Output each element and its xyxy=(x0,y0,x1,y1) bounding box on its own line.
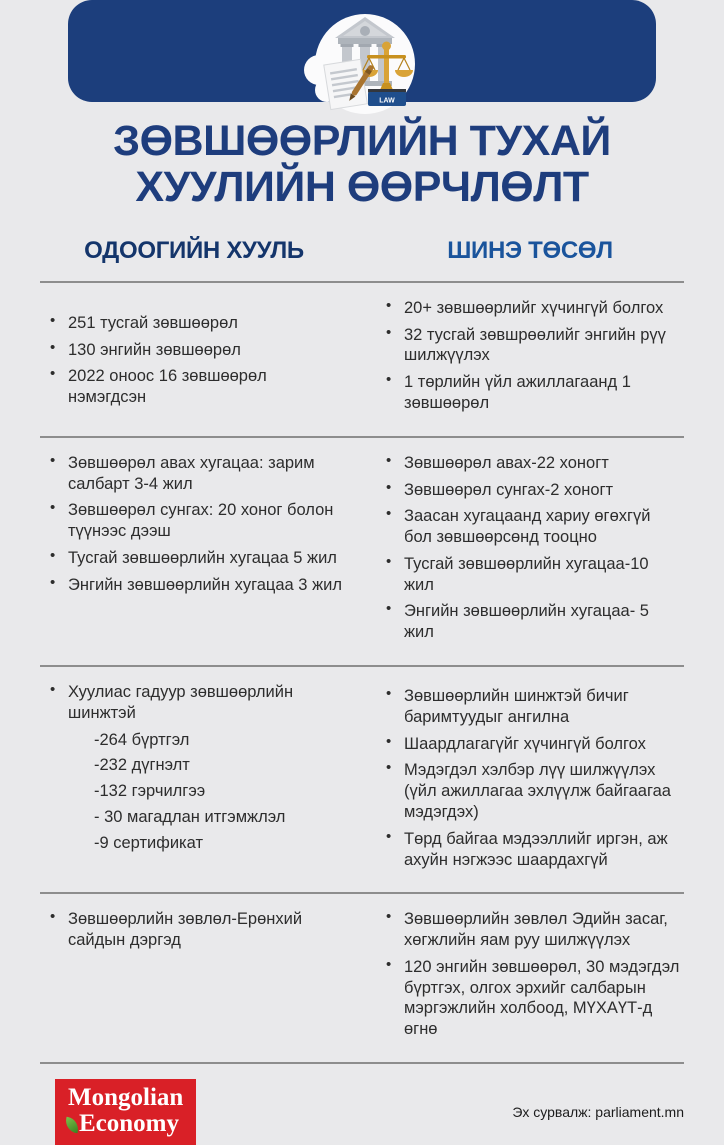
law-book-icon xyxy=(368,89,406,106)
bullet-item: • Тусгай зөвшөөрлийн хугацаа 5 жил xyxy=(44,548,344,569)
bullet-item: • 32 тусгай зөвшрөөлийг энгийн рүү шилжүүлэх xyxy=(380,325,680,367)
row1-new-draft-cell xyxy=(376,283,684,436)
bullet-item: • Зөвшөөрлийн шинжтэй бичиг баримтуудыг ангилна xyxy=(380,686,680,728)
bullet-item: • Энгийн зөвшөөрлийн хугацаа- 5 жил xyxy=(380,601,680,643)
row4-new-draft-cell xyxy=(376,894,684,1062)
bullet-item: • 2022 оноос 16 зөвшөөрөл нэмэгдсэн xyxy=(44,366,344,408)
logo-line1: Mongolian xyxy=(68,1083,184,1111)
bullet-item: • Мэдэгдэл хэлбэр лүү шилжүүлэх (үйл ажиллагаа эхлүүлж байгаагаа мэдэгдэх) xyxy=(380,760,680,822)
law-justice-icon-svg xyxy=(297,6,427,118)
header-panel xyxy=(68,0,656,105)
footer xyxy=(40,1079,684,1145)
bullet-item: • Төрд байгаа мэдээллийг иргэн, аж ахуйн нэгжээс шаардахгүй xyxy=(380,829,680,871)
bullet-item: • Заасан хугацаанд хариу өгөхгүй бол зөвшөөрсөнд тооцно xyxy=(380,506,680,548)
row3-new-draft-cell xyxy=(376,667,684,892)
bullet-list xyxy=(380,298,680,414)
bullet-item: • 251 тусгай зөвшөөрөл xyxy=(44,313,344,334)
leaf-icon xyxy=(64,1117,81,1134)
bullet-item: • Энгийн зөвшөөрлийн хугацаа 3 жил xyxy=(44,575,344,596)
bullet-item: • Зөвшөөрлийн зөвлөл-Ерөнхий сайдын дэргэд xyxy=(44,909,344,951)
sub-item: - 30 магадлан итгэмжлэл xyxy=(94,807,286,826)
bullet-item: • Шаардлагагүйг хүчингүй болгох xyxy=(380,734,680,755)
bullet-list xyxy=(380,909,680,1040)
row2-new-draft-cell xyxy=(376,438,684,665)
sub-item: -232 дүгнэлт xyxy=(94,756,190,775)
column-header-current-law: ОДООГИЙН ХУУЛЬ xyxy=(84,236,304,264)
column-header-new-draft: ШИНЭ ТӨСӨЛ xyxy=(447,236,613,264)
bullet-list xyxy=(380,453,680,643)
bullet-item: • 1 төрлийн үйл ажиллагаанд 1 зөвшөөрөл xyxy=(380,372,680,414)
table-row xyxy=(40,667,684,894)
bullet-item: • Зөвшөөрлийн зөвлөл Эдийн засаг, хөгжлийн яам руу шилжүүлэх xyxy=(380,909,680,951)
column-headers xyxy=(40,237,684,283)
table-row xyxy=(40,283,684,438)
bullet-item: • Зөвшөөрөл авах-22 хоногт xyxy=(380,453,680,474)
svg-text:LAW: LAW xyxy=(379,97,395,105)
bullet-item: • Тусгай зөвшөөрлийн хугацаа-10 жил xyxy=(380,554,680,596)
table-row xyxy=(40,438,684,667)
sub-item: -132 гэрчилгээ xyxy=(94,782,206,801)
bullet-list xyxy=(44,453,344,596)
bullet-item: • 130 энгийн зөвшөөрөл xyxy=(44,340,344,361)
bullet-item: • 120 энгийн зөвшөөрөл, 30 мэдэгдэл бүртгэх, олгох эрхийг салбарын мэргэжлийн холбоод, МҮХАҮТ-д өгнө xyxy=(380,957,680,1040)
bullet-list xyxy=(44,313,344,408)
row4-current-law-cell xyxy=(40,894,348,1062)
law-justice-icon xyxy=(297,6,427,118)
row2-current-law-cell xyxy=(40,438,348,665)
bullet-item: • Зөвшөөрөл авах хугацаа: зарим салбарт 3-4 жил xyxy=(44,453,344,495)
sub-item: -264 бүртгэл xyxy=(94,730,190,749)
logo-line2-wrap xyxy=(68,1111,183,1137)
logo-line2: Economy xyxy=(79,1110,179,1138)
bullet-item: • 20+ зөвшөөрлийг хүчингүй болгох xyxy=(380,298,680,319)
bullet-list xyxy=(380,686,680,870)
source-credit: Эх сурвалж: parliament.mn xyxy=(512,1104,684,1121)
sub-item: -9 сертификат xyxy=(94,833,204,852)
page-title-line1: ЗӨВШӨӨРЛИЙН ТУХАЙ xyxy=(113,117,611,165)
comparison-table xyxy=(40,283,684,1064)
page-title xyxy=(0,118,724,211)
table-row xyxy=(40,894,684,1064)
bullet-list xyxy=(44,909,344,951)
row3-current-law-cell xyxy=(40,667,348,892)
row1-current-law-cell xyxy=(40,283,348,436)
bullet-item: • Хуулиас гадуур зөвшөөрлийн шинжтэй xyxy=(44,682,344,724)
page-title-line2: ХУУЛИЙН ӨӨРЧЛӨЛТ xyxy=(135,163,589,212)
bullet-item: • Зөвшөөрөл сунгах-2 хоногт xyxy=(380,480,680,501)
bullet-list xyxy=(44,682,344,853)
mongolian-economy-logo xyxy=(55,1079,196,1145)
bullet-item: • Зөвшөөрөл сунгах: 20 хоног болон түүнээс дээш xyxy=(44,500,344,542)
